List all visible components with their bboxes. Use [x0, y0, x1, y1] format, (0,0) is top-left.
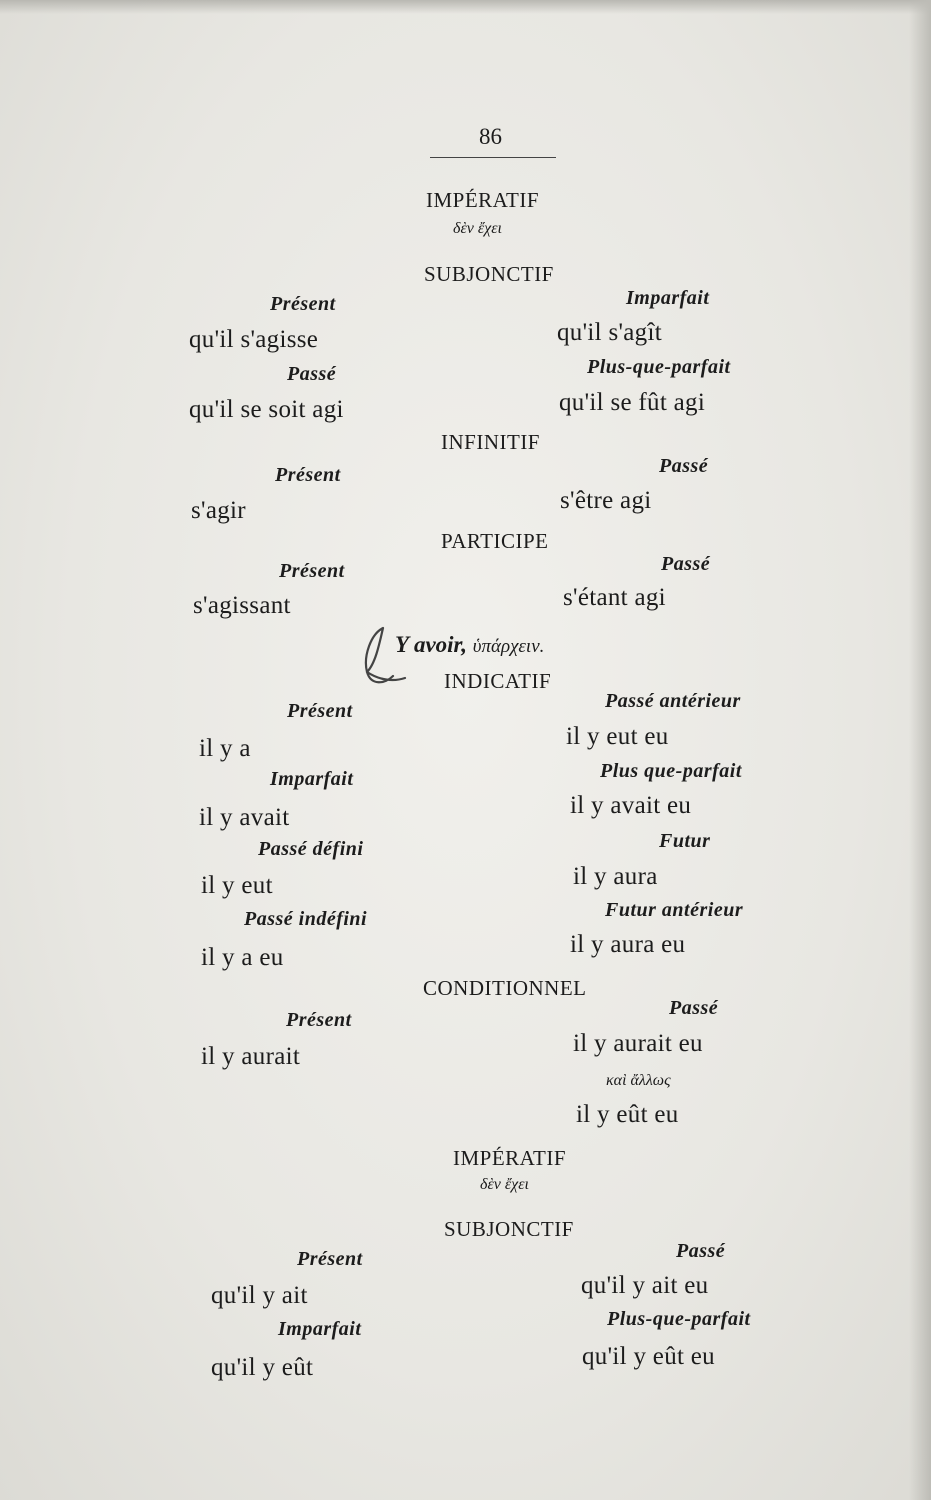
subj-passe-label: Passé — [287, 363, 337, 385]
subj2-present-label: Présent — [297, 1248, 363, 1270]
passe-anterieur-form: il y eut eu — [566, 723, 669, 750]
inf-present-label: Présent — [275, 464, 341, 486]
futur-anterieur-form: il y aura eu — [570, 931, 686, 958]
cond-present-form: il y aurait — [201, 1043, 301, 1070]
subjonctif-heading-2: SUBJONCTIF — [444, 1217, 574, 1241]
page-edge-shadow — [0, 0, 931, 14]
cond-passe-label: Passé — [669, 997, 719, 1019]
imperatif-heading-2: IMPÉRATIF — [453, 1146, 567, 1170]
part-present-label: Présent — [279, 560, 345, 582]
part-present-form: s'agissant — [193, 592, 291, 619]
subj2-present-form: qu'il y ait — [211, 1282, 308, 1309]
verb-title-gr: ὑπάρχειν. — [472, 636, 545, 657]
subj2-pqp-form: qu'il y eût eu — [582, 1343, 715, 1370]
subj2-passe-label: Passé — [676, 1240, 726, 1262]
cond-passe-form: il y aurait eu — [573, 1030, 703, 1057]
conditionnel-heading: CONDITIONNEL — [423, 976, 587, 1000]
imperatif-note-2: δὲν ἔχει — [480, 1176, 529, 1193]
ind-imparfait-form: il y avait — [199, 804, 290, 831]
futur-anterieur-label: Futur antérieur — [605, 899, 744, 921]
futur-label: Futur — [659, 830, 711, 852]
ind-pqp-label: Plus que-parfait — [600, 760, 742, 782]
subj-imparfait-label: Imparfait — [626, 287, 710, 309]
page-binding-shadow — [909, 0, 931, 1500]
inf-passe-form: s'être agi — [560, 487, 652, 514]
subj-pqp-label: Plus-que-parfait — [587, 356, 731, 378]
indicatif-heading: INDICATIF — [444, 669, 552, 693]
passe-defini-form: il y eut — [201, 872, 273, 899]
subj2-pqp-label: Plus-que-parfait — [607, 1308, 751, 1330]
infinitif-heading: INFINITIF — [441, 430, 540, 454]
inf-present-form: s'agir — [191, 497, 246, 524]
page-number-rule — [430, 157, 556, 158]
passe-anterieur-label: Passé antérieur — [605, 690, 741, 712]
verb-title-fr: Y avoir, — [395, 632, 467, 657]
ind-pqp-form: il y avait eu — [570, 792, 692, 819]
kai-allos-note: καὶ ἄλλως — [606, 1072, 671, 1089]
ind-present-label: Présent — [287, 700, 353, 722]
subj2-passe-form: qu'il y ait eu — [581, 1272, 709, 1299]
passe-defini-label: Passé défini — [258, 838, 364, 860]
subj2-imparfait-label: Imparfait — [278, 1318, 362, 1340]
futur-form: il y aura — [573, 863, 658, 890]
imperatif-heading: IMPÉRATIF — [426, 188, 540, 212]
ind-imparfait-label: Imparfait — [270, 768, 354, 790]
subjonctif-heading: SUBJONCTIF — [424, 262, 554, 286]
cond-present-label: Présent — [286, 1009, 352, 1031]
subj2-imparfait-form: qu'il y eût — [211, 1354, 314, 1381]
ind-present-form: il y a — [199, 735, 251, 762]
part-passe-label: Passé — [661, 553, 711, 575]
page-number: 86 — [479, 124, 502, 149]
passe-indefini-form: il y a eu — [201, 944, 284, 971]
imperatif-note: δὲν ἔχει — [453, 220, 502, 237]
part-passe-form: s'étant agi — [563, 584, 666, 611]
passe-indefini-label: Passé indéfini — [244, 908, 368, 930]
participe-heading: PARTICIPE — [441, 529, 549, 553]
cond-passe-form-alt: il y eût eu — [576, 1101, 679, 1128]
subj-present-label: Présent — [270, 293, 336, 315]
subj-imparfait-form: qu'il s'agît — [557, 319, 662, 346]
subj-pqp-form: qu'il se fût agi — [559, 389, 706, 416]
inf-passe-label: Passé — [659, 455, 709, 477]
subj-present-form: qu'il s'agisse — [189, 326, 319, 353]
verb-title — [395, 632, 544, 658]
subj-passe-form: qu'il se soit agi — [189, 396, 344, 423]
